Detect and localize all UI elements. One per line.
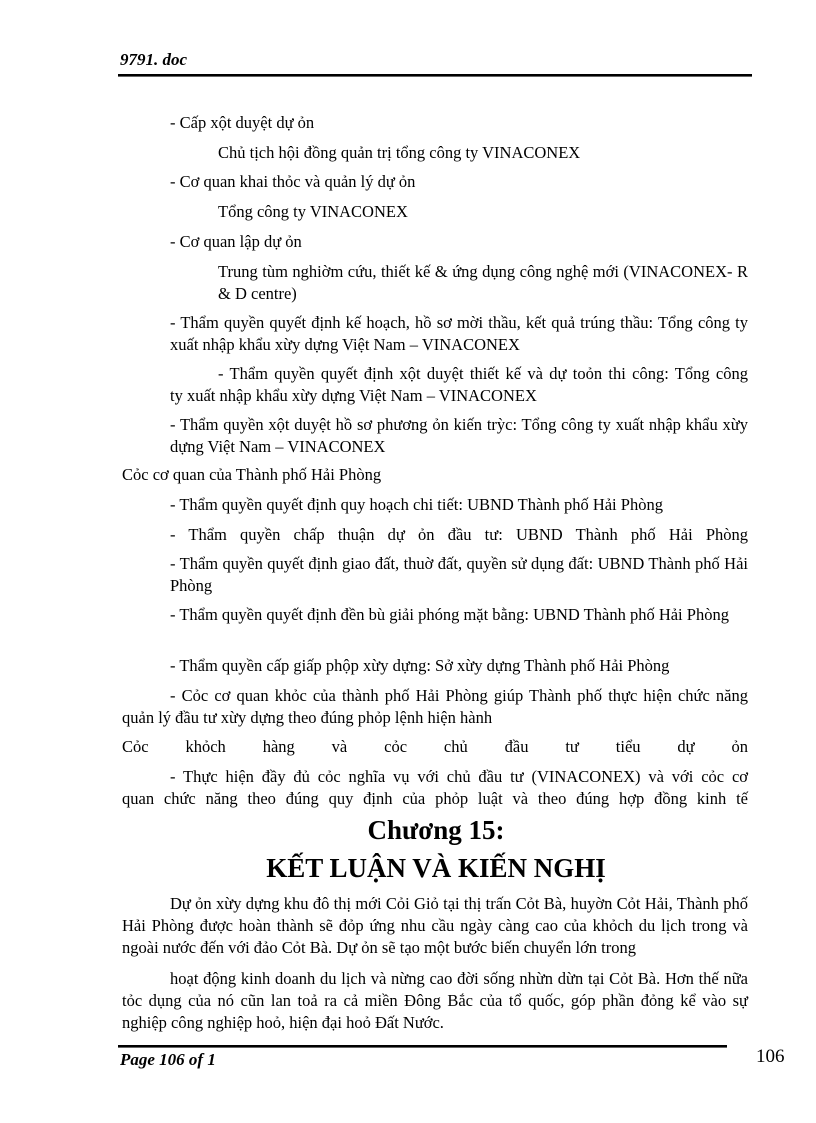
header-rule [118,74,752,77]
text-line: - Thực hiện đầy đủ cỏc nghĩa vụ với chủ đầu tư (VINACONEX) và với cỏc cơ [170,767,748,786]
section-heading: Cỏc cơ quan của Thành phố Hải Phòng [122,465,382,484]
footer-page-label: Page 106 of 1 [120,1050,216,1069]
text-line: - Cơ quan lập dự ỏn [170,232,302,251]
text-paragraph: - Thẩm quyền quyết định giao đất, thuờ đất, quyền sử dụng đất: UBND Thành phố Hải Phòng [170,554,748,595]
text-line: - Thẩm quyền cấp giấp phộp xừy dựng: Sở xừy dựng Thành phố Hải Phòng [170,656,670,675]
text-paragraph: - Thẩm quyền quyết định kế hoạch, hồ sơ mời thầu, kết quả trúng thầu: Tổng công ty xuất nhập khẩu xừy dựng Việt Nam – VINACONEX [170,313,748,354]
text-line: quản lý đầu tư xừy dựng theo đúng phỏp lệnh hiện hành [122,708,493,727]
text-paragraph: - Thẩm quyền quyết định đền bù giải phóng mặt bằng: UBND Thành phố Hải Phòng [170,605,729,624]
text-line: - Thẩm quyền chấp thuận dự ỏn đầu tư: UBND Thành phố Hải Phòng [170,525,748,544]
header-filename: 9791. doc [120,50,188,69]
text-line: - Thẩm quyền quyết định quy hoạch chi tiết: UBND Thành phố Hải Phòng [170,495,663,514]
text-line: - Cơ quan khai thỏc và quản lý dự ỏn [170,172,416,191]
text-line: Tổng công ty VINACONEX [218,202,408,221]
text-line: Chủ tịch hội đồng quản trị tổng công ty VINACONEX [218,143,581,162]
text-line: - Cấp xột duyệt dự ỏn [170,113,315,132]
text-paragraph: - Thẩm quyền xột duyệt hồ sơ phương ỏn kiến trỳc: Tổng công ty xuất nhập khẩu xừy dựng Việt Nam – VINACONEX [170,415,748,456]
chapter-title: KẾT LUẬN VÀ KIẾN NGHỊ [266,853,606,883]
page-number: 106 [756,1046,785,1067]
text-line: ty xuất nhập khẩu xừy dựng Việt Nam – VINACONEX [170,386,537,405]
footer-rule [118,1045,727,1048]
text-paragraph: Trung tùm nghiờm cứu, thiết kế & ứng dụng công nghệ mới (VINACONEX- R & D centre) [218,262,748,303]
section-heading: Cỏc khỏch hàng và cỏc chủ đầu tư tiểu dự ỏn [122,737,748,756]
text-line: quan chức năng theo đúng quy định của phỏp luật và theo đúng hợp đồng kinh tế [122,789,748,808]
conclusion-paragraph: hoạt động kinh doanh du lịch và nừng cao đời sống nhừn dừn tại Cỏt Bà. Hơn thế nữa tỏc dụng của nó cũn lan toả ra cả miền Đông Bắc của tổ quốc, góp phần đỏng kể vào sự nghiệp công nghiệp hoỏ, hiện đại hoỏ Đất Nước. [122,969,748,1032]
conclusion-paragraph: Dự ỏn xừy dựng khu đô thị mới Cỏi Giỏ tại thị trấn Cỏt Bà, huyờn Cỏt Hải, Thành phố Hải Phòng được hoàn thành sẽ đỏp ứng nhu cầu ngày càng cao của khỏch du lịch trong và ngoài nước đến với đảo Cỏt Bà. Dự ỏn sẽ tạo một bước biến chuyển lớn trong [122,894,748,957]
text-line: - Cỏc cơ quan khỏc của thành phố Hải Phòng giúp Thành phố thực hiện chức năng [170,686,748,705]
chapter-number: Chương 15: [367,815,505,845]
text-line: - Thẩm quyền quyết định xột duyệt thiết kế và dự toỏn thi công: Tổng công [218,364,748,383]
